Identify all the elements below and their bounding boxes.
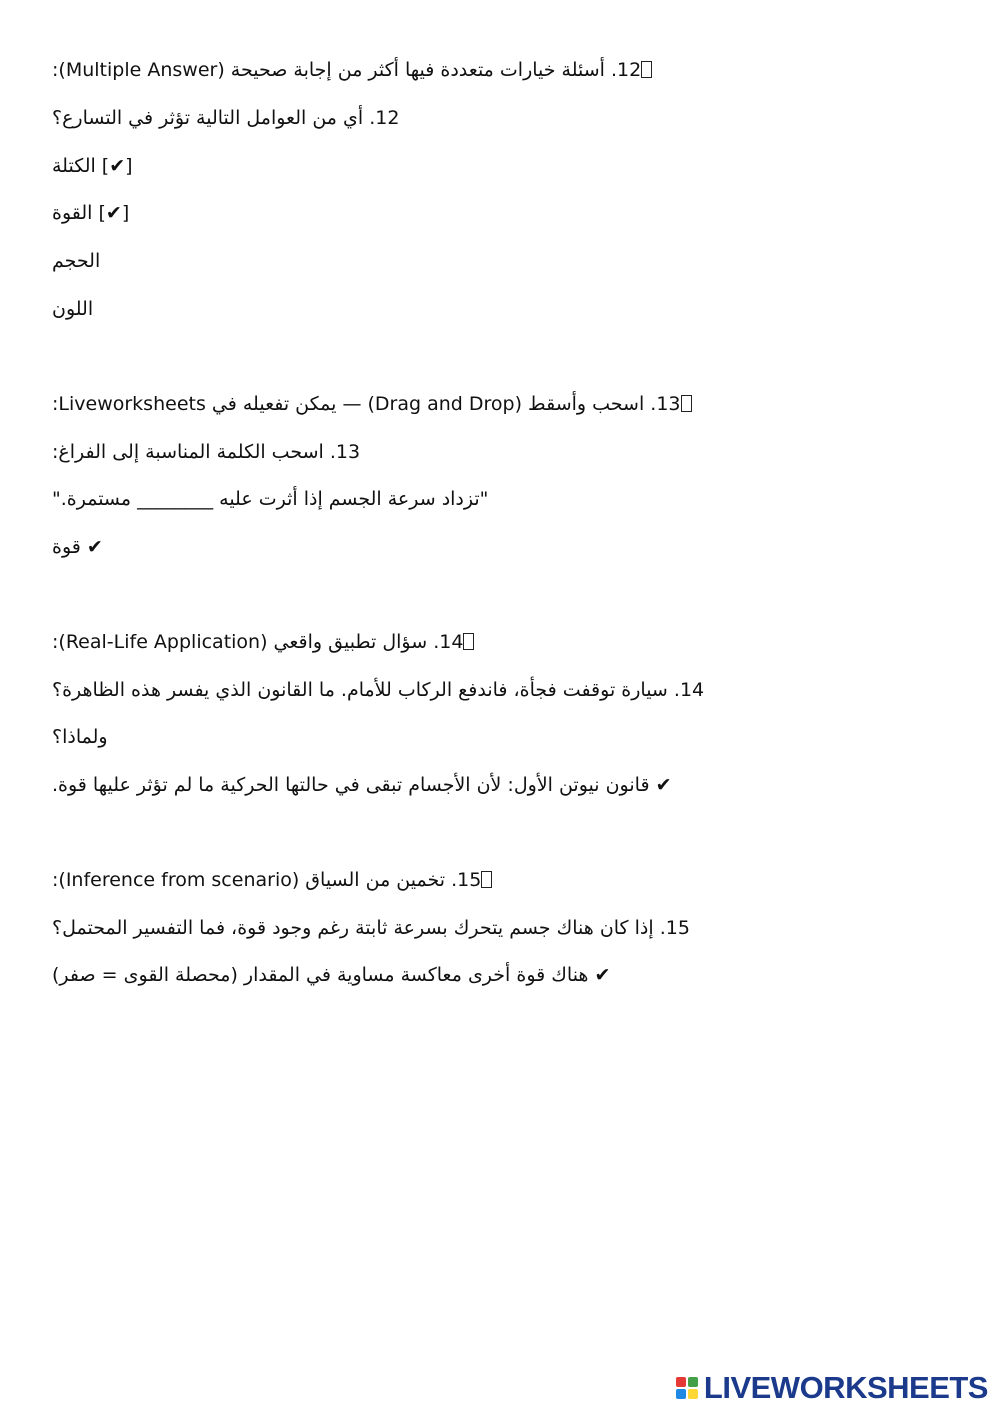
q14-question-line1: 14. سيارة توقفت فجأة، فاندفع الركاب للأمام. ما القانون الذي يفسر هذه الظاهرة؟ xyxy=(52,679,705,701)
logo-block-l xyxy=(676,1377,686,1387)
q13-question: 13. اسحب الكلمة المناسبة إلى الفراغ: xyxy=(52,441,361,463)
q14-question-line2: ولماذا؟ xyxy=(52,726,108,748)
q12-option-mass: [✔] الكتلة xyxy=(52,155,133,177)
q12-option-volume: الحجم xyxy=(52,250,101,272)
missing-glyph-icon xyxy=(681,395,692,412)
q13-answer[interactable]: ✔ قوة xyxy=(52,536,103,558)
missing-glyph-icon xyxy=(463,633,474,650)
logo-block-v xyxy=(676,1389,686,1399)
logo-blocks-icon xyxy=(676,1377,698,1399)
q12-option-color: اللون xyxy=(52,298,94,320)
q13-sentence: "تزداد سرعة الجسم إذا أثرت عليه ________ مستمرة." xyxy=(52,488,489,510)
q14-answer: ✔ قانون نيوتن الأول: لأن الأجسام تبقى في حالتها الحركية ما لم تؤثر عليها قوة. xyxy=(52,774,672,796)
q15-question: 15. إذا كان هناك جسم يتحرك بسرعة ثابتة رغم وجود قوة، فما التفسير المحتمل؟ xyxy=(52,917,690,939)
logo-text: LIVEWORKSHEETS xyxy=(703,1370,988,1405)
q13-heading: 13. اسحب وأسقط (Drag and Drop) — يمكن تفعيله في Liveworksheets: xyxy=(52,391,698,417)
q12-question: 12. أي من العوامل التالية تؤثر في التسارع؟ xyxy=(52,107,400,129)
q12-heading: 12. أسئلة خيارات متعددة فيها أكثر من إجابة صحيحة (Multiple Answer): xyxy=(52,57,658,83)
liveworksheets-logo xyxy=(676,1370,988,1406)
logo-block-e xyxy=(688,1389,698,1399)
q15-answer: ✔ هناك قوة أخرى معاكسة مساوية في المقدار (محصلة القوى = صفر) xyxy=(52,964,611,986)
q15-heading: 15. تخمين من السياق (Inference from scenario): xyxy=(52,867,498,893)
q14-heading: 14. سؤال تطبيق واقعي (Real-Life Application): xyxy=(52,629,480,655)
logo-block-i xyxy=(688,1377,698,1387)
missing-glyph-icon xyxy=(641,61,652,78)
missing-glyph-icon xyxy=(481,871,492,888)
q12-option-force: [✔] القوة xyxy=(52,202,130,224)
